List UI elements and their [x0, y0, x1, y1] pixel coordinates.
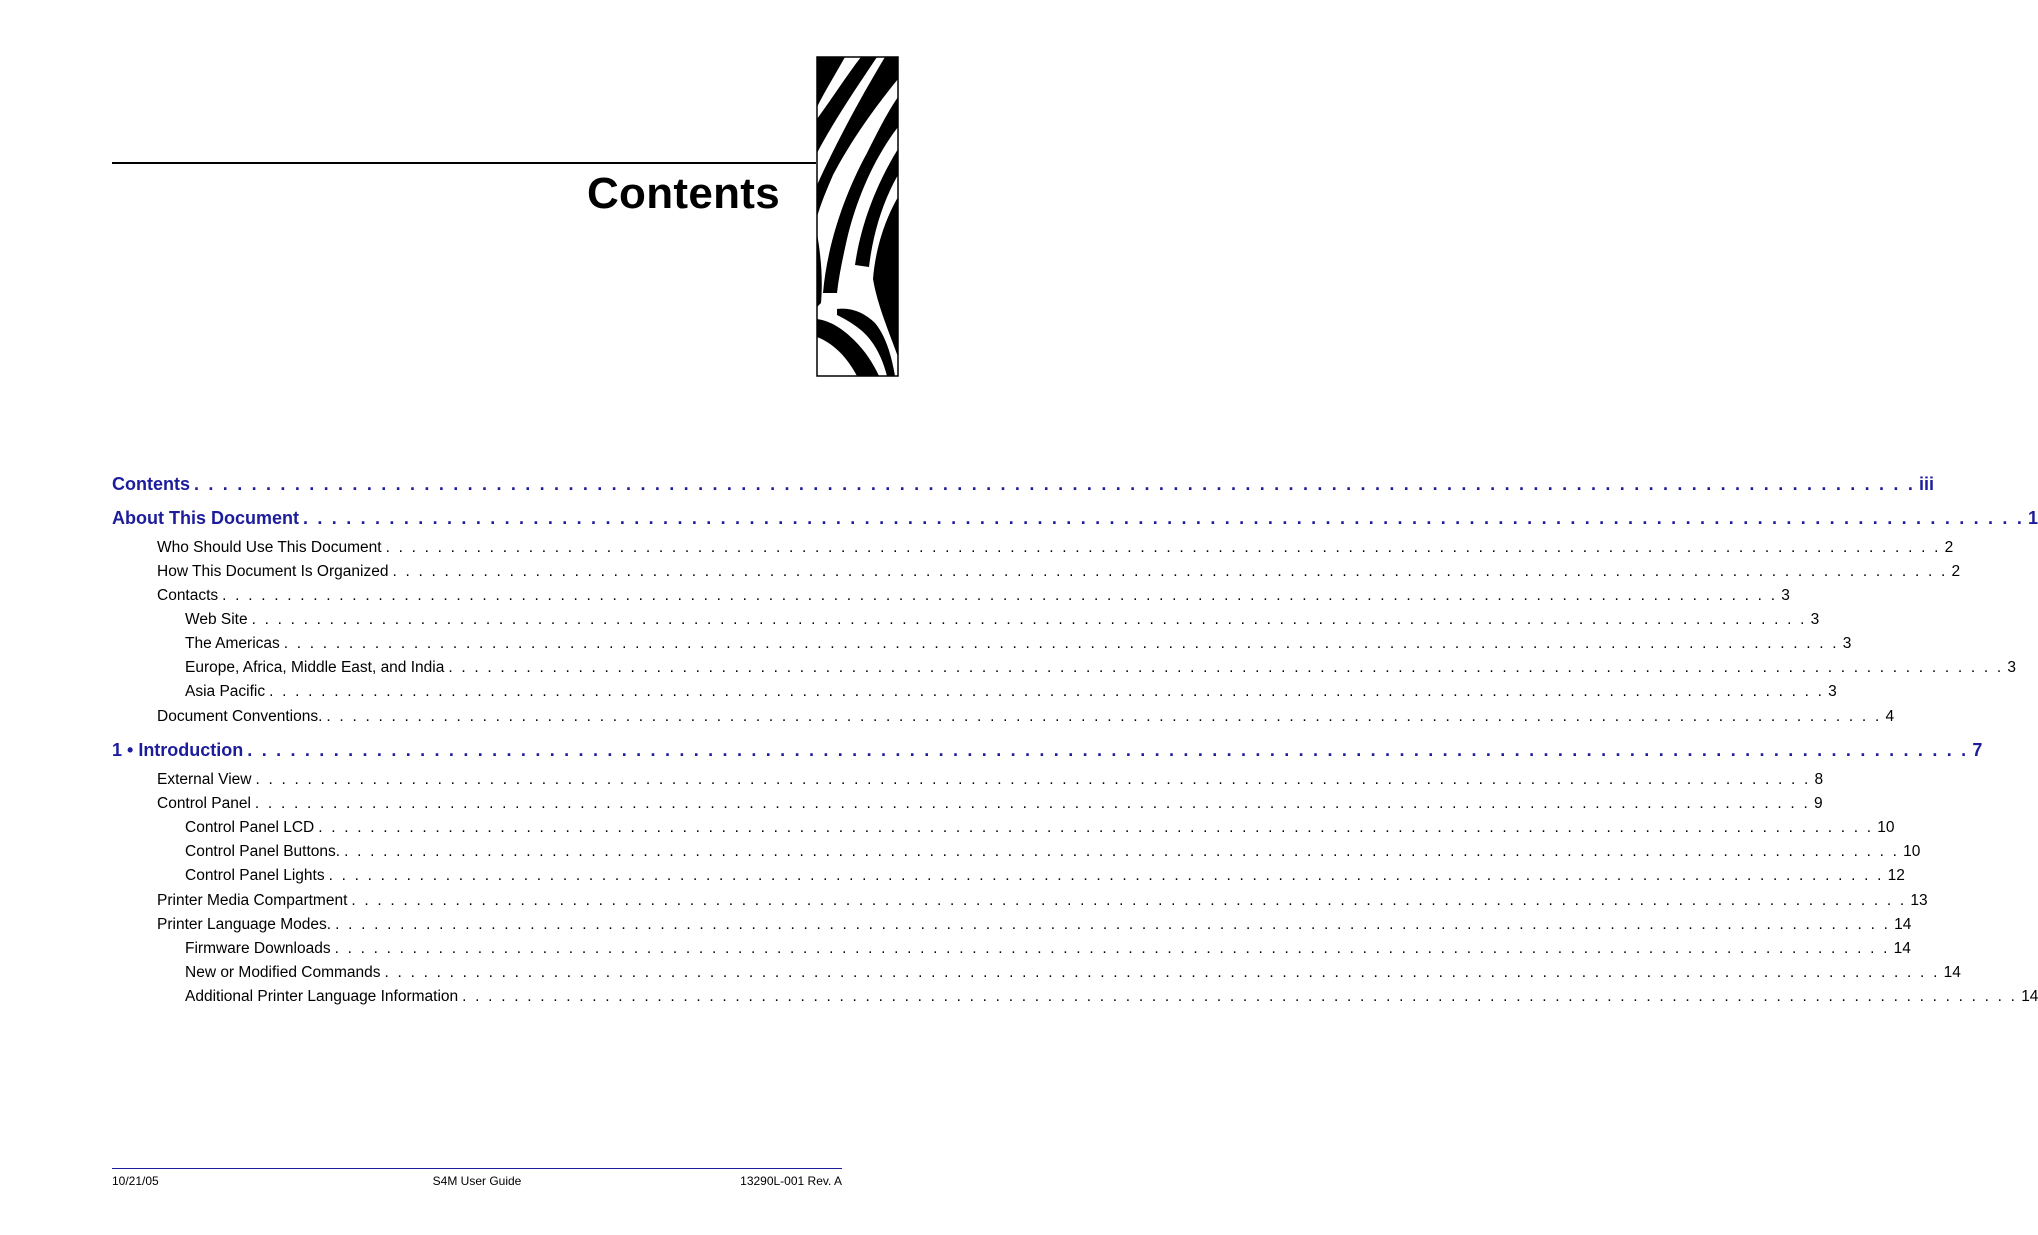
toc-dot-leader: . . . . . . . . . . . . . . . . . . . . . . . . . . . . . . . . . . . . . . . . . . . . . . . . . . . . . . . . . . . . . . . . . . . . . . . . . . . . . . . . . . . . . . . . . . . . . . . . . . . . . . . . . . . . . . . . . . . . . . . .: [334, 940, 1890, 957]
toc-chapter-entry[interactable]: [112, 508, 2038, 529]
toc-entry-page-number: 9: [1813, 795, 1823, 812]
toc-dot-leader: . . . . . . . . . . . . . . . . . . . . . . . . . . . . . . . . . . . . . . . . . . . . . . . . . . . . . . . . . . . . . . . . . . . . . . . . . . . . . . . . . . . . . . . . . . . . . . . . . . . . . . . . . . . . . . . . . . . . . . . .: [283, 635, 1839, 652]
title-rule: [112, 162, 816, 164]
toc-dot-leader: . . . . . . . . . . . . . . . . . . . . . . . . . . . . . . . . . . . . . . . . . . . . . . . . . . . . . . . . . . . . . . . . . . . . . . . . . . . . . . . . . . . . . . . . . . . . . . . . . . . . . . . . . . . . . . . . . . . . . . . .: [254, 795, 1810, 812]
toc-entry-label: About This Document: [112, 508, 299, 528]
toc-entry-label: Web Site: [185, 611, 248, 628]
toc-entry-label: Contents: [112, 474, 190, 494]
toc-entry[interactable]: [157, 771, 1824, 789]
toc-dot-leader: . . . . . . . . . . . . . . . . . . . . . . . . . . . . . . . . . . . . . . . . . . . . . . . . . . . . . . . . . . . . . . . . . . . . . . . . . . . . . . . . . . . . . . . . . . . . . . . . . . . . . . . . . . . . . . . . . . . . . . . .: [303, 508, 2025, 528]
toc-entry-label: Asia Pacific: [185, 683, 266, 700]
toc-entry[interactable]: [185, 659, 2017, 677]
toc-entry-label: Control Panel Buttons.: [185, 843, 341, 860]
toc-entry-label: Control Panel LCD: [185, 819, 315, 836]
toc-entry-page-number: 10: [1877, 819, 1895, 836]
toc-entry-page-number: 3: [1828, 683, 1837, 700]
toc-dot-leader: . . . . . . . . . . . . . . . . . . . . . . . . . . . . . . . . . . . . . . . . . . . . . . . . . . . . . . . . . . . . . . . . . . . . . . . . . . . . . . . . . . . . . . . . . . . . . . . . . . . . . . . . . . . . . . . . . . . . . . . .: [318, 819, 1874, 836]
toc-entry-label: Additional Printer Language Information: [185, 988, 459, 1005]
toc-entry-label: Control Panel Lights: [185, 867, 325, 884]
toc-dot-leader: . . . . . . . . . . . . . . . . . . . . . . . . . . . . . . . . . . . . . . . . . . . . . . . . . . . . . . . . . . . . . . . . . . . . . . . . . . . . . . . . . . . . . . . . . . . . . . . . . . . . . . . . . . . . . . . . . . . . . . . .: [326, 708, 1882, 725]
toc-entry-page-number: 14: [1894, 916, 1912, 933]
toc-entry-page-number: 3: [1842, 635, 1852, 652]
toc-entry-label: Who Should Use This Document: [157, 539, 382, 556]
toc-entry-page-number: 3: [1810, 611, 1820, 628]
toc-dot-leader: . . . . . . . . . . . . . . . . . . . . . . . . . . . . . . . . . . . . . . . . . . . . . . . . . . . . . . . . . . . . . . . . . . . . . . . . . . . . . . . . . . . . . . . . . . . . . . . . . . . . . . . . . . . . . . . . . . . . . . . .: [351, 892, 1907, 909]
toc-entry-page-number: 3: [1781, 587, 1790, 604]
toc-entry[interactable]: [185, 843, 1921, 861]
toc-dot-leader: . . . . . . . . . . . . . . . . . . . . . . . . . . . . . . . . . . . . . . . . . . . . . . . . . . . . . . . . . . . . . . . . . . . . . . . . . . . . . . . . . . . . . . . . . . . . . . . . . . . . . . . . . . . . . . . . . . . . . . . .: [194, 474, 1916, 494]
toc-entry-page-number: 2: [1944, 539, 1954, 556]
toc-entry-label: Contacts: [157, 587, 219, 604]
toc-entry[interactable]: [157, 539, 1954, 557]
toc-entry-page-number: 8: [1814, 771, 1824, 788]
toc-entry-page-number: 14: [1943, 964, 1961, 981]
toc-entry[interactable]: [185, 964, 1961, 982]
toc-entry-page-number: iii: [1919, 474, 1935, 494]
toc-entry[interactable]: [157, 916, 1912, 934]
toc-entry-label: How This Document Is Organized: [157, 563, 389, 580]
toc-entry[interactable]: [185, 683, 1837, 701]
toc-entry[interactable]: [185, 867, 1905, 885]
toc-dot-leader: . . . . . . . . . . . . . . . . . . . . . . . . . . . . . . . . . . . . . . . . . . . . . . . . . . . . . . . . . . . . . . . . . . . . . . . . . . . . . . . . . . . . . . . . . . . . . . . . . . . . . . . . . . . . . . . . . . . . . . . .: [247, 740, 1969, 760]
toc-dot-leader: . . . . . . . . . . . . . . . . . . . . . . . . . . . . . . . . . . . . . . . . . . . . . . . . . . . . . . . . . . . . . . . . . . . . . . . . . . . . . . . . . . . . . . . . . . . . . . . . . . . . . . . . . . . . . . . . . . . . . . . .: [335, 916, 1891, 933]
toc-entry-page-number: 1: [2028, 508, 2038, 528]
toc-entry[interactable]: [185, 611, 1820, 629]
toc-entry-label: Printer Media Compartment: [157, 892, 348, 909]
toc-entry[interactable]: [185, 988, 2038, 1006]
page-title: Contents: [586, 169, 780, 218]
toc-entry-page-number: 12: [1887, 867, 1905, 884]
toc-dot-leader: . . . . . . . . . . . . . . . . . . . . . . . . . . . . . . . . . . . . . . . . . . . . . . . . . . . . . . . . . . . . . . . . . . . . . . . . . . . . . . . . . . . . . . . . . . . . . . . . . . . . . . . . . . . . . . . . . . . . . . . .: [385, 539, 1941, 556]
toc-entry-label: The Americas: [185, 635, 280, 652]
toc-entry[interactable]: [157, 795, 1823, 813]
footer-document-number: 13290L-001 Rev. A: [740, 1174, 842, 1188]
toc-dot-leader: . . . . . . . . . . . . . . . . . . . . . . . . . . . . . . . . . . . . . . . . . . . . . . . . . . . . . . . . . . . . . . . . . . . . . . . . . . . . . . . . . . . . . . . . . . . . . . . . . . . . . . . . . . . . . . . . . . . . . . . .: [328, 867, 1884, 884]
toc-entry-label: New or Modified Commands: [185, 964, 381, 981]
footer-guide-title: S4M User Guide: [432, 1174, 522, 1188]
toc-dot-leader: . . . . . . . . . . . . . . . . . . . . . . . . . . . . . . . . . . . . . . . . . . . . . . . . . . . . . . . . . . . . . . . . . . . . . . . . . . . . . . . . . . . . . . . . . . . . . . . . . . . . . . . . . . . . . . . . . . . . . . . .: [344, 843, 1900, 860]
toc-dot-leader: . . . . . . . . . . . . . . . . . . . . . . . . . . . . . . . . . . . . . . . . . . . . . . . . . . . . . . . . . . . . . . . . . . . . . . . . . . . . . . . . . . . . . . . . . . . . . . . . . . . . . . . . . . . . . . . . . . . . . . . .: [448, 659, 2004, 676]
toc-dot-leader: . . . . . . . . . . . . . . . . . . . . . . . . . . . . . . . . . . . . . . . . . . . . . . . . . . . . . . . . . . . . . . . . . . . . . . . . . . . . . . . . . . . . . . . . . . . . . . . . . . . . . . . . . . . . . . . . . . . . . . . .: [222, 587, 1778, 604]
toc-entry[interactable]: [185, 635, 1852, 653]
toc-entry-page-number: 13: [1910, 892, 1928, 909]
toc-dot-leader: . . . . . . . . . . . . . . . . . . . . . . . . . . . . . . . . . . . . . . . . . . . . . . . . . . . . . . . . . . . . . . . . . . . . . . . . . . . . . . . . . . . . . . . . . . . . . . . . . . . . . . . . . . . . . . . . . . . . . . . .: [462, 988, 2018, 1005]
toc-dot-leader: . . . . . . . . . . . . . . . . . . . . . . . . . . . . . . . . . . . . . . . . . . . . . . . . . . . . . . . . . . . . . . . . . . . . . . . . . . . . . . . . . . . . . . . . . . . . . . . . . . . . . . . . . . . . . . . . . . . . . . . .: [255, 771, 1811, 788]
toc-chapter-entry[interactable]: [112, 474, 1935, 495]
toc-entry-label: External View: [157, 771, 252, 788]
toc-entry[interactable]: [157, 708, 1895, 726]
footer-rule: [112, 1168, 842, 1169]
toc-dot-leader: . . . . . . . . . . . . . . . . . . . . . . . . . . . . . . . . . . . . . . . . . . . . . . . . . . . . . . . . . . . . . . . . . . . . . . . . . . . . . . . . . . . . . . . . . . . . . . . . . . . . . . . . . . . . . . . . . . . . . . . .: [384, 964, 1940, 981]
toc-entry-page-number: 14: [1893, 940, 1911, 957]
toc-entry-label: 1 • Introduction: [112, 740, 244, 760]
toc-entry[interactable]: [157, 587, 1790, 605]
toc-dot-leader: . . . . . . . . . . . . . . . . . . . . . . . . . . . . . . . . . . . . . . . . . . . . . . . . . . . . . . . . . . . . . . . . . . . . . . . . . . . . . . . . . . . . . . . . . . . . . . . . . . . . . . . . . . . . . . . . . . . . . . . .: [269, 683, 1825, 700]
toc-entry[interactable]: [157, 892, 1928, 910]
toc-entry-page-number: 4: [1885, 708, 1895, 725]
toc-dot-leader: . . . . . . . . . . . . . . . . . . . . . . . . . . . . . . . . . . . . . . . . . . . . . . . . . . . . . . . . . . . . . . . . . . . . . . . . . . . . . . . . . . . . . . . . . . . . . . . . . . . . . . . . . . . . . . . . . . . . . . . .: [251, 611, 1807, 628]
toc-entry-page-number: 14: [2021, 988, 2038, 1005]
toc-entry[interactable]: [185, 819, 1895, 837]
toc-entry-label: Firmware Downloads: [185, 940, 331, 957]
toc-entry-label: Control Panel: [157, 795, 251, 812]
toc-chapter-entry[interactable]: [112, 740, 1983, 761]
toc-entry-page-number: 3: [2007, 659, 2017, 676]
toc-dot-leader: . . . . . . . . . . . . . . . . . . . . . . . . . . . . . . . . . . . . . . . . . . . . . . . . . . . . . . . . . . . . . . . . . . . . . . . . . . . . . . . . . . . . . . . . . . . . . . . . . . . . . . . . . . . . . . . . . . . . . . . .: [392, 563, 1948, 580]
toc-entry-label: Europe, Africa, Middle East, and India: [185, 659, 445, 676]
footer-date: 10/21/05: [112, 1174, 159, 1188]
toc-entry-page-number: 7: [1972, 740, 1983, 760]
zebra-stripes-logo-icon: [817, 57, 898, 376]
toc-entry[interactable]: [185, 940, 1911, 958]
toc-entry-page-number: 2: [1951, 563, 1961, 580]
toc-entry-label: Document Conventions.: [157, 708, 323, 725]
toc-entry-page-number: 10: [1903, 843, 1921, 860]
toc-entry[interactable]: [157, 563, 1961, 581]
toc-entry-label: Printer Language Modes.: [157, 916, 332, 933]
